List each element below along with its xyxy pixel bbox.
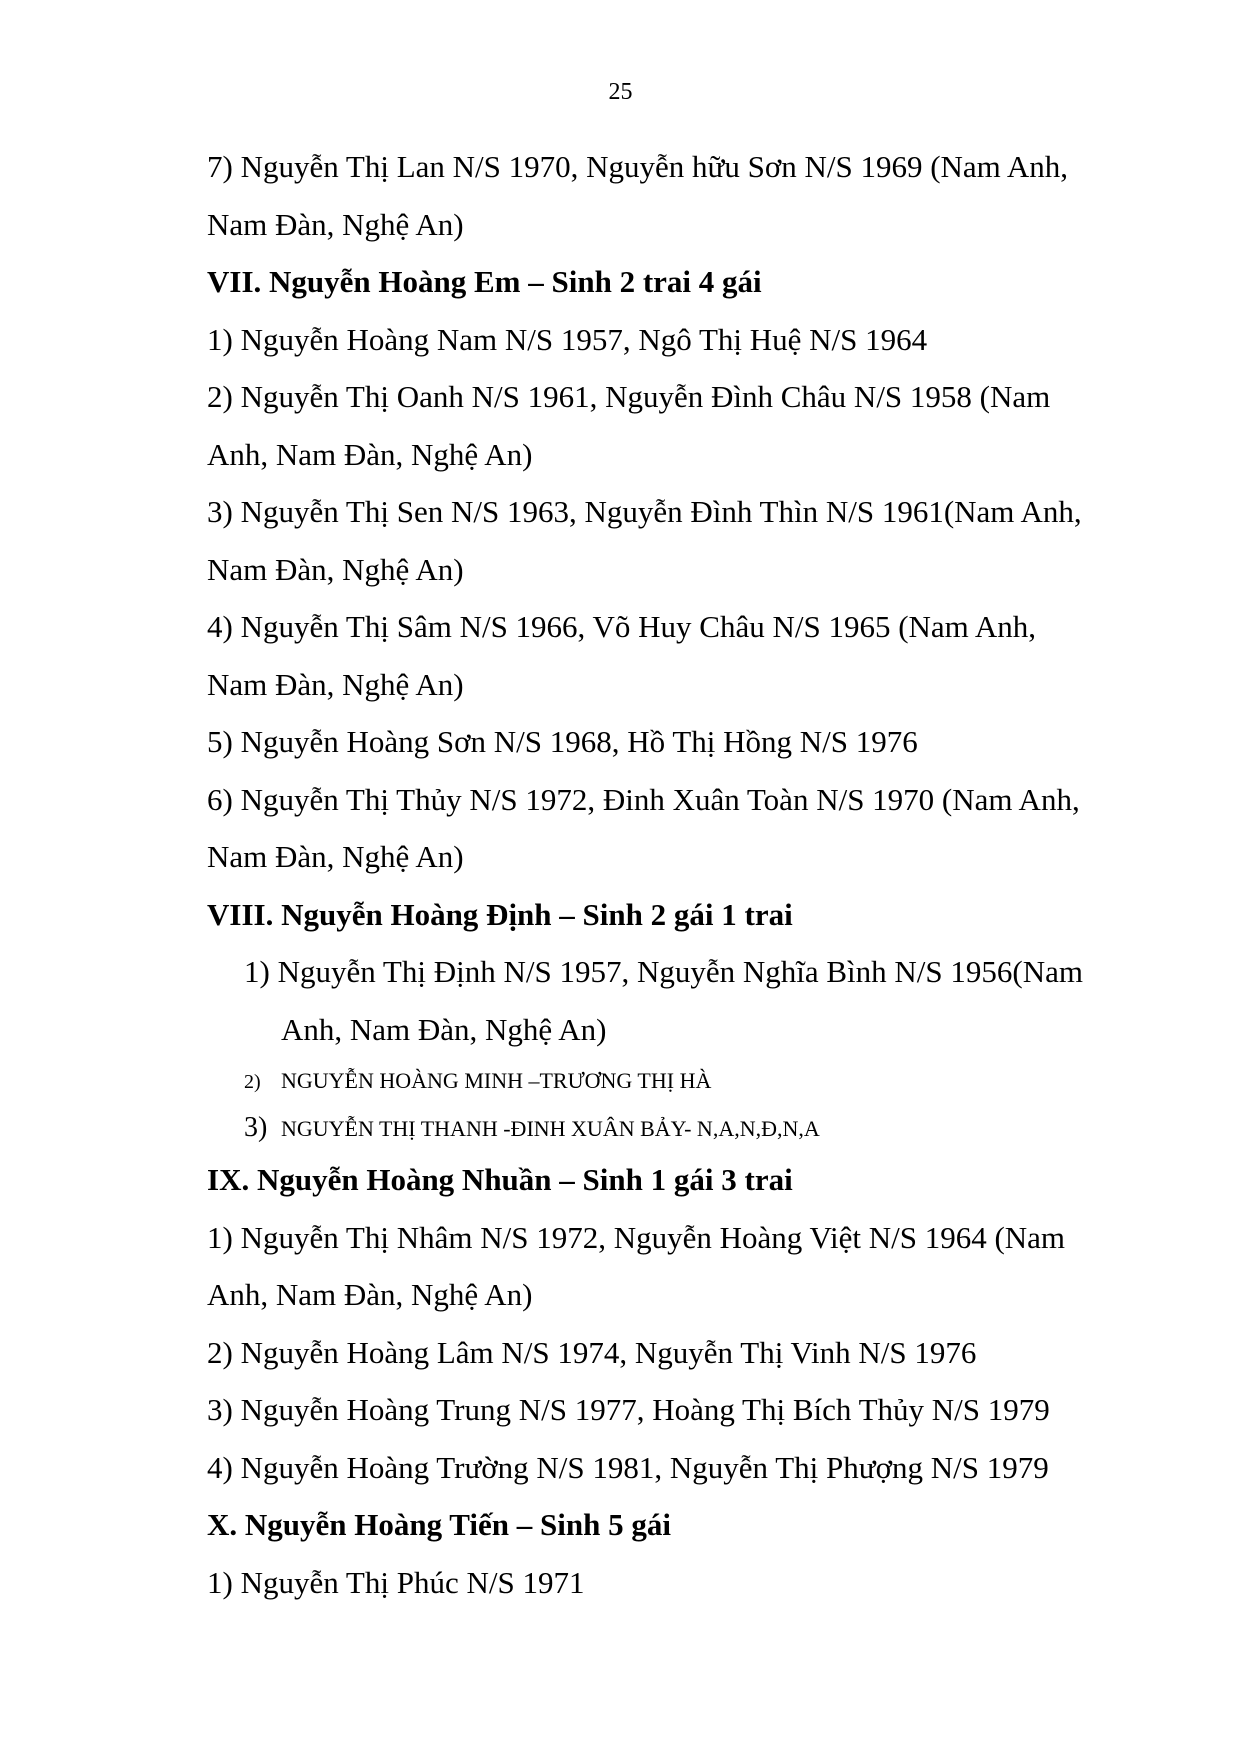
list-item-continuation: Nam Đàn, Nghệ An) [207,666,464,702]
section-heading-x: X. Nguyễn Hoàng Tiến – Sinh 5 gái [207,1507,671,1542]
list-item: 6) Nguyễn Thị Thủy N/S 1972, Đinh Xuân Toàn N/S 1970 (Nam Anh, [207,781,1080,817]
list-item-continuation: Anh, Nam Đàn, Nghệ An) [281,1011,607,1047]
list-item: 1) Nguyễn Thị Định N/S 1957, Nguyễn Nghĩa Bình N/S 1956(Nam [244,954,1083,989]
page-number: 25 [608,79,633,105]
list-item-number: 2) [244,1071,261,1093]
list-item: 3) Nguyễn Hoàng Trung N/S 1977, Hoàng Thị Bích Thủy N/S 1979 [207,1392,1050,1427]
list-item-continuation: Anh, Nam Đàn, Nghệ An) [207,436,533,472]
list-item: 3) Nguyễn Thị Sen N/S 1963, Nguyễn Đình Thìn N/S 1961(Nam Anh, [207,494,1082,529]
list-item-continuation: Nam Đàn, Nghệ An) [207,206,464,242]
list-item: 4) Nguyễn Hoàng Trường N/S 1981, Nguyễn Thị Phượng N/S 1979 [207,1449,1049,1485]
list-item: 5) Nguyễn Hoàng Sơn N/S 1968, Hồ Thị Hồng N/S 1976 [207,724,918,759]
list-item: 2) Nguyễn Hoàng Lâm N/S 1974, Nguyễn Thị Vinh N/S 1976 [207,1334,977,1370]
list-item: 1) Nguyễn Thị Nhâm N/S 1972, Nguyễn Hoàng Việt N/S 1964 (Nam [207,1219,1066,1255]
list-item-text: NGUYỄN HOÀNG MINH –TRƯƠNG THỊ HÀ [281,1068,712,1093]
list-item: 1) Nguyễn Thị Phúc N/S 1971 [207,1564,585,1600]
document-body [207,138,1167,1611]
list-item: 2) Nguyễn Thị Oanh N/S 1961, Nguyễn Đình Châu N/S 1958 (Nam [207,379,1051,414]
list-item-number: 3) [244,1112,268,1143]
list-item-continuation: Nam Đàn, Nghệ An) [207,839,464,874]
list-item-continuation: Anh, Nam Đàn, Nghệ An) [207,1277,533,1312]
list-item: 4) Nguyễn Thị Sâm N/S 1966, Võ Huy Châu N/S 1965 (Nam Anh, [207,609,1036,644]
section-heading-vii: VII. Nguyễn Hoàng Em – Sinh 2 trai 4 gái [207,264,762,299]
section-heading-viii: VIII. Nguyễn Hoàng Định – Sinh 2 gái 1 trai [207,896,793,932]
list-item-text: NGUYỄN THỊ THANH -ĐINH XUÂN BẢY- N,A,N,Đ,N,A [281,1116,820,1141]
list-item [207,1105,1167,1151]
list-item-continuation: Nam Đàn, Nghệ An) [207,551,464,587]
list-item [207,1058,1167,1105]
list-item: 7) Nguyễn Thị Lan N/S 1970, Nguyễn hữu Sơn N/S 1969 (Nam Anh, [207,149,1068,184]
list-item: 1) Nguyễn Hoàng Nam N/S 1957, Ngô Thị Huệ N/S 1964 [207,321,928,357]
section-heading-ix: IX. Nguyễn Hoàng Nhuần – Sinh 1 gái 3 trai [207,1162,793,1197]
